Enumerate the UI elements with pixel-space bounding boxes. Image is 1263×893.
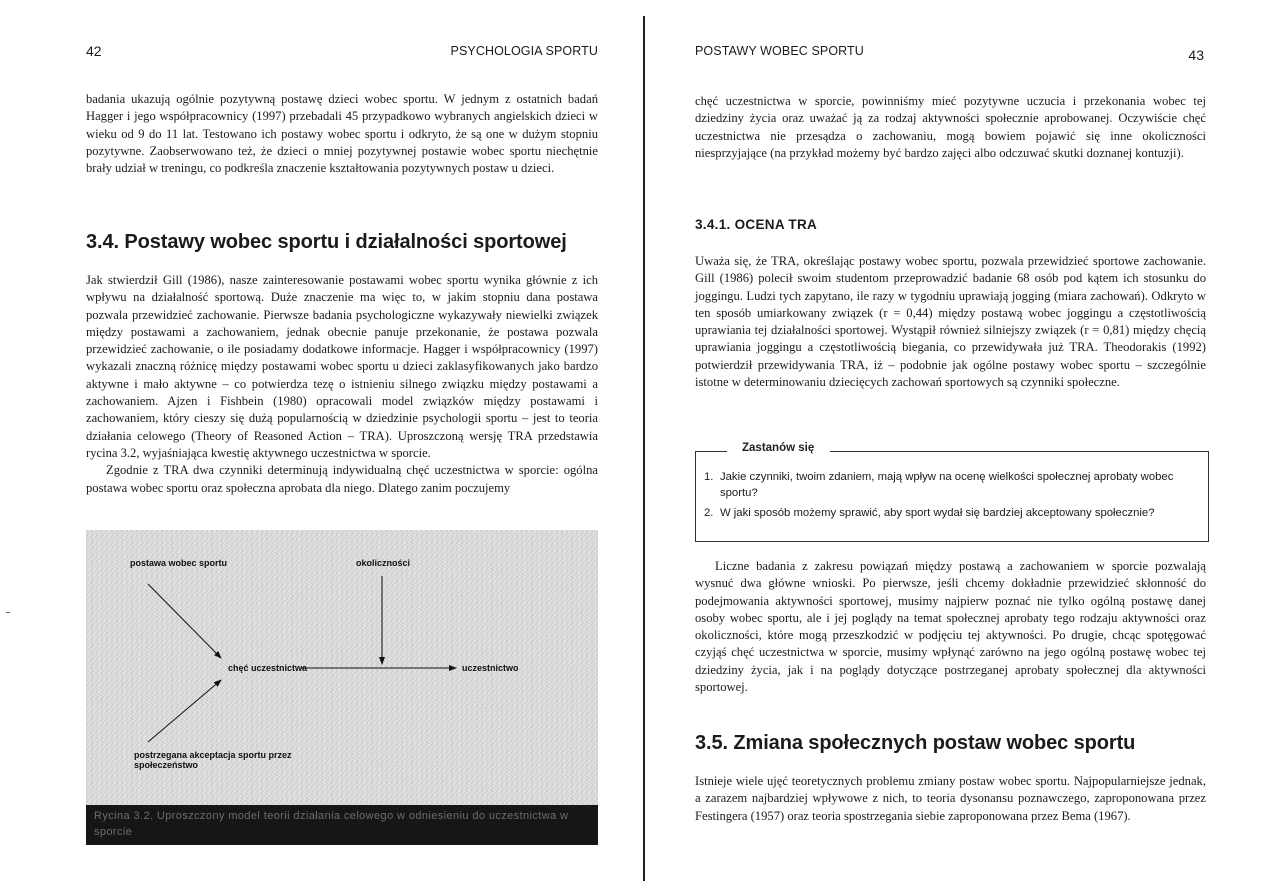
intro-paragraph-right-text: chęć uczestnictwa w sporcie, powinniśmy mieć pozytywne uczucia i przekonania wobec tej dziedziny życia oraz uważać ją za rodzaj aktywności społecznie aprobowanej. Oczywiście chęć uczestnictwa nie przesądza o zachowaniu, mogą bowiem pojawić się inne okoliczności niesprzyjające (na przykład możemy być bardzo zajęci albo odczuwać skutki doznanej kontuzji). xyxy=(695,94,1206,160)
figure-label-attitude: postawa wobec sportu xyxy=(130,558,228,568)
paragraph-tra-intro: Jak stwierdził Gill (1986), nasze zainteresowanie postawami wobec sportu wynika głównie z ich wpływu na działalność sportową. Duże znaczenie ma więc to, w jakim stopniu dana postawa pozwala przewidzieć zachowanie. Pierwsze badania psychologiczne wykazywały niewielki związek między postawami a zachowaniem, jednak obecnie panuje przekonanie, że postawa pozwala przewidzieć zachowanie, o ile posiadamy dodatkowe informacje. Hagger i współpracownicy (1997) wykazali znaczną różnicę między postawami wobec sportu u dzieci zaklasyfikowanych jako bardzo aktywne i mało aktywne – co potwierdza tezę o istnieniu silnego związku między postawami a zachowaniem. Ajzen i Fishbein (1980) opracowali model związków między postawami i zachowaniem, który cieszy się dużą popularnością w dziedzinie psychologii sportu – jest to teoria działania celowego (Theory of Reasoned Action – TRA). Uproszczoną wersję TRA przedstawia rycina 3.2, wyjaśniająca kwestię aktywnego uczestnictwa w sporcie. xyxy=(86,273,598,460)
think-box-border-right xyxy=(830,451,1209,452)
think-box-item-number: 2. xyxy=(704,507,714,520)
think-box xyxy=(695,442,1209,542)
margin-mark xyxy=(6,612,10,613)
arrow-social-to-intention xyxy=(148,680,221,742)
think-box-item xyxy=(704,469,1196,501)
paragraph-tra-factors: Zgodnie z TRA dwa czynniki determinują indywidualną chęć uczestnictwa w sporcie: ogólna postawa wobec sportu oraz społeczna aprobata dla niego. Dlatego zanim poczujemy xyxy=(86,463,598,495)
paragraph-tra-evaluation: Uważa się, że TRA, określając postawy wobec sportu, pozwala przewidzieć sportowe zachowanie. Gill (1986) polecił swoim studentom przeprowadzić badanie 68 osób pod kątem ich stosunku do joggingu. Ludzi tych zapytano, ile razy w tygodniu uprawiają jogging (miara zachowań). Odkryto w ten sposób umiarkowany związek (r = 0,44) między postawą wobec joggingu a częstotliwością uprawiania tej działalności sportowej. Wystąpił również silniejszy związek (r = 0,81) między chęcią uprawiania joggingu a częstotliwością biegania, co przewidywała już TRA. Theodorakis (1992) potwierdził przewidywania TRA, iż – podobnie jak ogólne postawy wobec sportu – szczególnie istotne w determinowaniu dziecięcych zachowań sportowych są czynniki społeczne. xyxy=(695,254,1206,390)
running-head-left: PSYCHOLOGIA SPORTU xyxy=(450,44,598,58)
section-title-3-5: 3.5. Zmiana społecznych postaw wobec sportu xyxy=(695,732,1136,754)
paragraph-after-box: Liczne badania z zakresu powiązań między postawą a zachowaniem w sporcie pozwalają wysnuć dwa główne wnioski. Po pierwsze, jeśli chcemy dokładnie przewidzieć skłonność do podejmowania aktywności sportowej, musimy najpierw poznać nie tylko ogólną postawę danej osoby wobec sportu, ale i jej poglądy na temat społecznej aprobaty tego rodzaju aktywności oraz okoliczności, które mogą przeszkodzić w podjęciu tej aktywności. Po drugie, chcąc spotęgować czyjąś chęć uczestnictwa w sporcie, musimy wpłynąć zarówno na jego ogólną postawę wobec tej dziedziny życia, jak i na poglądy dotyczące postrzeganej aprobaty społecznej dla aktywności sportowej. xyxy=(695,559,1206,695)
section-3-4-body xyxy=(86,272,598,497)
subsection-title-3-4-1: 3.4.1. OCENA TRA xyxy=(695,217,818,232)
section-title-3-4: 3.4. Postawy wobec sportu i działalności sportowej xyxy=(86,231,567,253)
figure-label-intention: chęć uczestnictwa xyxy=(228,663,308,673)
figure-caption-bar xyxy=(86,805,598,845)
page-number-right: 43 xyxy=(1188,47,1204,63)
think-box-item-text: Jakie czynniki, twoim zdaniem, mają wpływ na ocenę wielkości społecznej aprobaty wobec sportu? xyxy=(720,471,1174,500)
paragraph-after-box-container xyxy=(695,558,1206,696)
figure-caption: Rycina 3.2. Uproszczony model teorii działania celowego w odniesieniu do uczestnictwa w sporcie xyxy=(94,810,569,838)
think-box-list xyxy=(704,469,1196,526)
left-page xyxy=(0,0,630,893)
figure-tra-model xyxy=(86,530,598,805)
running-head-right: POSTAWY WOBEC SPORTU xyxy=(695,44,864,58)
page-number-left: 42 xyxy=(86,43,102,59)
think-box-title: Zastanów się xyxy=(742,442,815,454)
figure-label-social: postrzegana akceptacja sportu przez społeczeństwo xyxy=(134,750,292,770)
intro-paragraph-right xyxy=(695,93,1206,162)
paragraph-attitude-change: Istnieje wiele ujęć teoretycznych problemu zmiany postaw wobec sportu. Najpopularniejsze jednak, a zarazem najbardziej wpływowe z nich, to teoria dysonansu poznawczego, zaproponowana przez Festingera (1957) oraz teoria spostrzegania siebie zaproponowana przez Bema (1967). xyxy=(695,774,1206,823)
section-3-5-body xyxy=(695,773,1206,825)
subsection-3-4-1-body xyxy=(695,253,1206,391)
intro-paragraph-left xyxy=(86,91,598,177)
think-box-border-left xyxy=(695,451,727,452)
figure-label-circumstances: okoliczności xyxy=(356,558,411,568)
figure-label-participation: uczestnictwo xyxy=(462,663,519,673)
intro-paragraph-left-text: badania ukazują ogólnie pozytywną postawę dzieci wobec sportu. W jednym z ostatnich badań Hagger i jego współpracownicy (1997) przebadali 45 przypadkowo wybranych angielskich dzieci w wieku od 9 do 11 lat. Testowano ich postawy wobec sportu i odkryto, że są one w dużym stopniu pozytywne. Zaobserwowano też, że dzieci o mniej pozytywnej postawie wobec sportu niechętnie brały udział w treningu, co podkreśla znaczenie kształtowania pozytywnych postaw u dzieci. xyxy=(86,92,598,176)
think-box-item-number: 1. xyxy=(704,471,714,483)
book-spine-divider xyxy=(643,16,645,881)
arrow-attitude-to-intention xyxy=(148,584,221,658)
think-box-item xyxy=(704,505,1196,521)
think-box-item-text: W jaki sposób możemy sprawić, aby sport wydał się bardziej akceptowany społecznie? xyxy=(720,507,1155,520)
